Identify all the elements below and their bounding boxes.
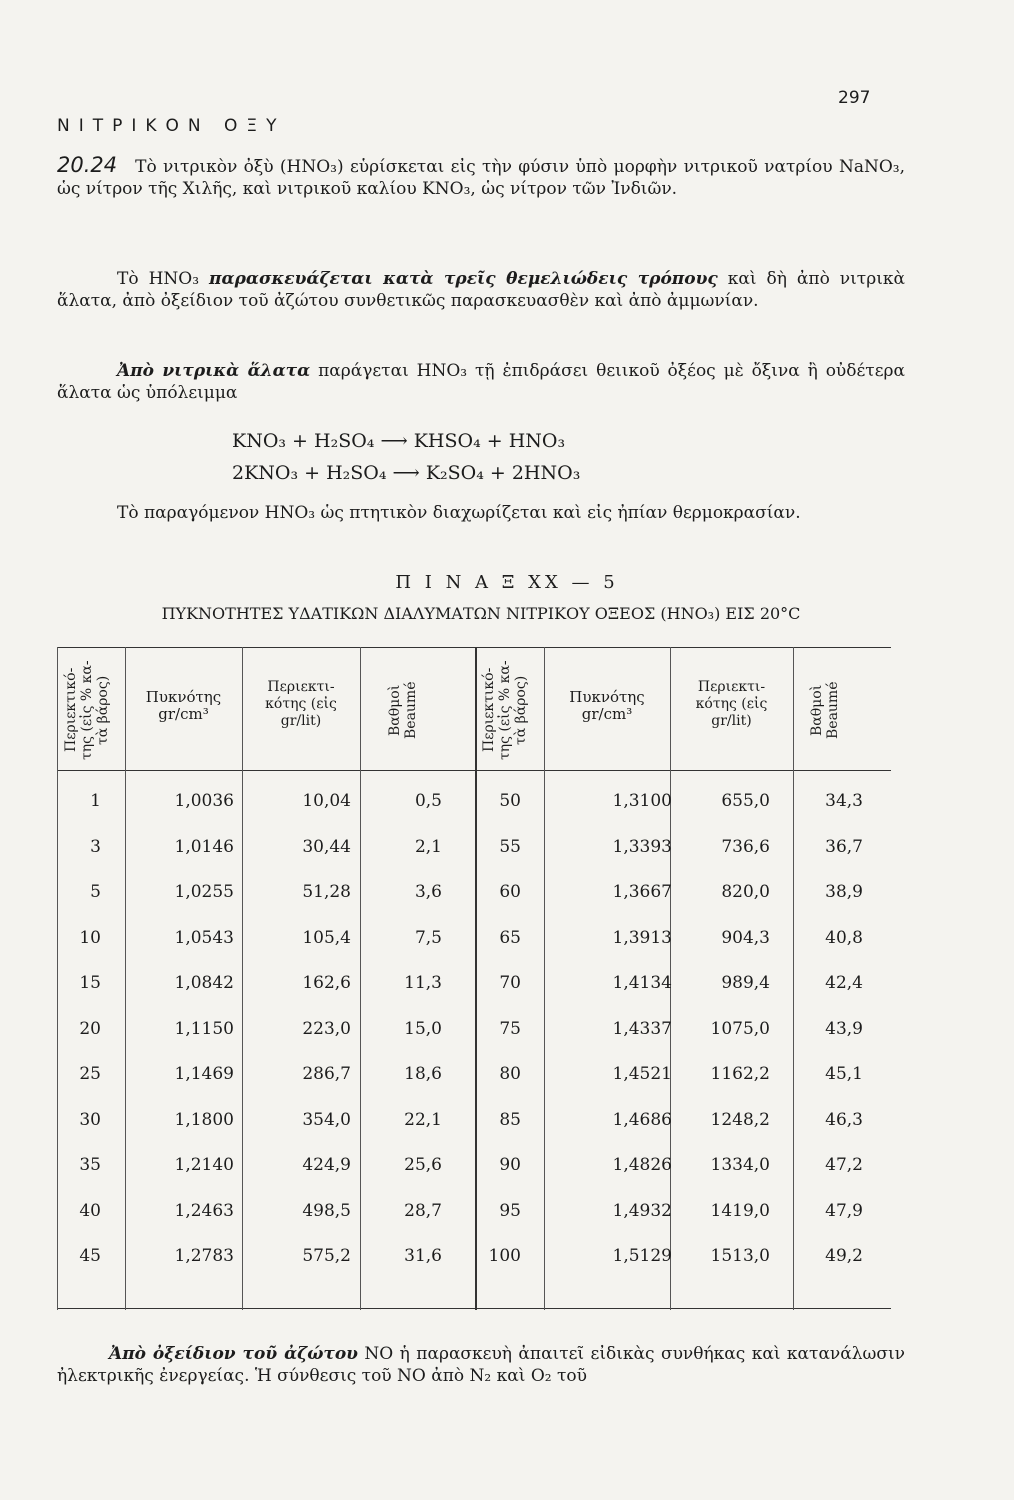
paragraph-intro [57, 154, 905, 200]
content-gl-cell: 105,4 [302, 927, 351, 948]
density-cell: 1,4686 [612, 1109, 672, 1130]
table-title: ΠΥΚΝΟΤΗΤΕΣ ΥΔΑΤΙΚΩΝ ΔΙΑΛΥΜΑΤΩΝ ΝΙΤΡΙΚΟΥ ΟΞΕΟΣ (HNO₃) ΕΙΣ 20°C [161, 604, 801, 623]
methods-rest: καὶ δὴ ἀπὸ νιτρικὰ ἅλατα, ἀπὸ ὀξείδιον τοῦ ἀζώτου συνθετικῶς παρασκευασθὲν καὶ ἀπὸ ἀμμωνίαν. [57, 269, 905, 311]
density-cell: 1,4134 [612, 973, 672, 993]
col-divider [242, 647, 243, 1310]
baume-cell: 18,6 [404, 1064, 442, 1084]
content-gl-cell: 10,04 [302, 791, 351, 811]
content-gl-cell: 655,0 [721, 791, 770, 811]
table-header-rule [57, 770, 891, 771]
density-cell: 1,1469 [174, 1064, 234, 1084]
header-density-right: Πυκνότης gr/cm³ [569, 688, 645, 723]
density-cell: 1,0842 [174, 973, 234, 993]
density-cell: 1,0146 [174, 836, 234, 857]
baume-cell: 11,3 [404, 973, 442, 993]
content-gl-cell: 1075,0 [710, 1018, 770, 1039]
paragraph-nitrate-salts [57, 360, 905, 404]
nitric-oxide-rest: NO ἡ παρασκευὴ ἀπαιτεῖ εἰδικὰς συνθήκας καὶ κατανάλωσιν ἠλεκτρικῆς ἐνεργείας. Ἡ σύνθεσις τοῦ NO ἀπὸ N₂ καὶ O₂ τοῦ [57, 1344, 905, 1386]
baume-cell: 22,1 [404, 1109, 442, 1130]
content-gl-cell: 1248,2 [710, 1109, 770, 1130]
content-gl-cell: 820,0 [721, 882, 770, 902]
content-pct-cell: 30 [79, 1109, 101, 1130]
content-gl-cell: 162,6 [302, 973, 351, 993]
content-gl-cell: 30,44 [302, 836, 351, 857]
content-pct-cell: 65 [499, 927, 521, 948]
density-cell: 1,3913 [612, 927, 672, 948]
header-baume: Βαθμοὶ Beaumé [387, 681, 419, 739]
table-border-left [57, 647, 58, 1310]
content-gl-cell: 989,4 [721, 973, 770, 993]
content-pct-cell: 100 [488, 1246, 521, 1266]
content-gl-cell: 1334,0 [710, 1155, 770, 1175]
density-cell: 1,2463 [174, 1200, 234, 1221]
paragraph-nitric-oxide [57, 1343, 905, 1387]
density-cell: 1,2783 [174, 1246, 234, 1266]
paragraph-methods [57, 268, 905, 312]
baume-cell: 42,4 [825, 973, 863, 993]
baume-cell: 40,8 [825, 927, 863, 948]
paragraph-intro-text: Τὸ νιτρικὸν ὀξὺ (HNO₃) εὑρίσκεται εἰς τὴν φύσιν ὑπὸ μορφὴν νιτρικοῦ νατρίου NaNO₃, ὡς νίτρον τῆς Χιλῆς, καὶ νιτρικοῦ καλίου KNO₃, ὡς νίτρον τῶν Ἰνδιῶν. [57, 157, 905, 199]
content-pct-cell: 50 [499, 791, 521, 811]
density-cell: 1,3393 [612, 836, 672, 857]
equation-2: 2KNO₃ + H₂SO₄ ⟶ K₂SO₄ + 2HNO₃ [232, 462, 581, 484]
baume-cell: 15,0 [404, 1018, 442, 1039]
content-pct-cell: 90 [499, 1155, 521, 1175]
table-bottom-rule [57, 1308, 891, 1309]
density-cell: 1,2140 [174, 1155, 234, 1175]
content-gl-cell: 51,28 [302, 882, 351, 902]
content-pct-cell: 40 [79, 1200, 101, 1221]
content-gl-cell: 223,0 [302, 1018, 351, 1039]
content-gl-cell: 498,5 [302, 1200, 351, 1221]
content-pct-cell: 45 [79, 1246, 101, 1266]
baume-cell: 7,5 [414, 927, 442, 948]
baume-cell: 49,2 [825, 1246, 863, 1266]
content-pct-cell: 10 [79, 927, 101, 948]
content-pct-cell: 15 [79, 973, 101, 993]
baume-cell: 47,9 [825, 1200, 863, 1221]
density-cell: 1,0255 [174, 882, 234, 902]
header-content-pct: Περιεκτικό- της (εἰς % κα- τὰ βάρος) [63, 660, 111, 760]
baume-cell: 36,7 [825, 836, 863, 857]
content-pct-cell: 60 [499, 882, 521, 902]
table-label: Π Ι Ν Α Ξ XX — 5 [395, 572, 619, 593]
baume-cell: 34,3 [825, 791, 863, 811]
content-gl-cell: 286,7 [302, 1064, 351, 1084]
density-cell: 1,4337 [612, 1018, 672, 1039]
content-pct-cell: 1 [90, 791, 101, 811]
content-gl-cell: 736,6 [721, 836, 770, 857]
density-cell: 1,3100 [612, 791, 672, 811]
content-gl-cell: 424,9 [302, 1155, 351, 1175]
paragraph-volatile: Τὸ παραγόμενον HNO₃ ὡς πτητικὸν διαχωρίζεται καὶ εἰς ἠπίαν θερμοκρασίαν. [117, 503, 801, 523]
density-cell: 1,4521 [612, 1064, 672, 1084]
baume-cell: 2,1 [414, 836, 442, 857]
content-pct-cell: 95 [499, 1200, 521, 1221]
section-number: 20.24 [57, 153, 118, 177]
nitrate-salts-emphasis: Ἀπὸ νιτρικὰ ἅλατα [117, 361, 311, 381]
nitrate-salts-rest: παράγεται HNO₃ τῇ ἐπιδράσει θειικοῦ ὀξέος μὲ ὄξινα ἢ οὐδέτερα ἅλατα ὡς ὑπόλειμμα [57, 361, 905, 403]
content-pct-cell: 85 [499, 1109, 521, 1130]
content-gl-cell: 1162,2 [710, 1064, 770, 1084]
col-divider [125, 647, 126, 1310]
baume-cell: 25,6 [404, 1155, 442, 1175]
content-pct-cell: 75 [499, 1018, 521, 1039]
table-center-divider [475, 647, 477, 1310]
density-cell: 1,1150 [174, 1018, 234, 1039]
nitric-oxide-emphasis: Ἀπὸ ὀξείδιον τοῦ ἀζώτου [109, 1344, 358, 1364]
content-pct-cell: 25 [79, 1064, 101, 1084]
baume-cell: 31,6 [404, 1246, 442, 1266]
header-content-pct-right: Περιεκτικό- της (εἰς % κα- τὰ βάρος) [481, 660, 529, 760]
baume-cell: 3,6 [414, 882, 442, 902]
content-pct-cell: 20 [79, 1018, 101, 1039]
content-pct-cell: 3 [90, 836, 101, 857]
content-pct-cell: 5 [90, 882, 101, 902]
baume-cell: 46,3 [825, 1109, 863, 1130]
density-table [57, 647, 891, 1310]
col-divider [544, 647, 545, 1310]
col-divider [793, 647, 794, 1310]
header-content-gl-right: Περιεκτι- κότης (εἰς gr/lit) [695, 679, 768, 729]
page-number: 297 [838, 88, 871, 108]
density-cell: 1,4932 [612, 1200, 672, 1221]
content-pct-cell: 80 [499, 1064, 521, 1084]
baume-cell: 43,9 [825, 1018, 863, 1039]
content-gl-cell: 1419,0 [710, 1200, 770, 1221]
baume-cell: 47,2 [825, 1155, 863, 1175]
content-gl-cell: 904,3 [721, 927, 770, 948]
header-content-gl: Περιεκτι- κότης (εἰς gr/lit) [265, 679, 337, 729]
content-gl-cell: 575,2 [302, 1246, 351, 1266]
baume-cell: 45,1 [825, 1064, 863, 1084]
content-gl-cell: 1513,0 [710, 1246, 770, 1266]
baume-cell: 0,5 [414, 791, 442, 811]
density-cell: 1,3667 [612, 882, 672, 902]
content-pct-cell: 55 [499, 836, 521, 857]
content-pct-cell: 35 [79, 1155, 101, 1175]
baume-cell: 28,7 [404, 1200, 442, 1221]
table-top-rule [57, 647, 891, 648]
density-cell: 1,1800 [174, 1109, 234, 1130]
density-cell: 1,0543 [174, 927, 234, 948]
methods-lead: Τὸ HNO₃ [117, 269, 210, 289]
density-cell: 1,4826 [612, 1155, 672, 1175]
baume-cell: 38,9 [825, 882, 863, 902]
col-divider [360, 647, 361, 1310]
methods-emphasis: παρασκευάζεται κατὰ τρεῖς θεμελιώδεις τρόπους [209, 269, 718, 289]
header-density: Πυκνότης gr/cm³ [145, 688, 222, 723]
density-cell: 1,5129 [612, 1246, 672, 1266]
equation-1: KNO₃ + H₂SO₄ ⟶ KHSO₄ + HNO₃ [232, 430, 566, 452]
chapter-title: ΝΙΤΡΙΚΟΝ ΟΞΥ [57, 116, 286, 136]
header-baume-right: Βαθμοὶ Beaumé [809, 681, 841, 739]
density-cell: 1,0036 [174, 791, 234, 811]
content-gl-cell: 354,0 [302, 1109, 351, 1130]
content-pct-cell: 70 [499, 973, 521, 993]
